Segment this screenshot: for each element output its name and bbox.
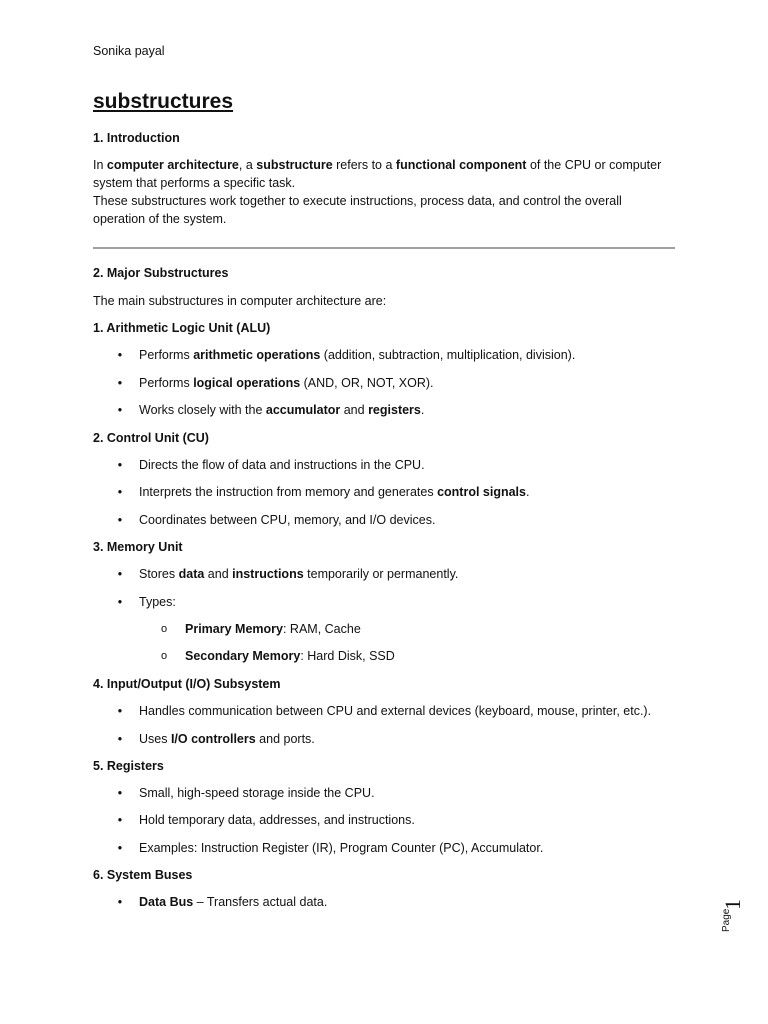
bullet-icon: • <box>117 732 123 746</box>
list-item-text: Performs arithmetic operations (addition, subtraction, multiplication, division). <box>139 348 576 362</box>
bullet-icon: • <box>117 704 123 718</box>
list-item-text: Directs the flow of data and instructions in the CPU. <box>139 458 425 472</box>
bullet-icon: • <box>117 813 123 827</box>
major-heading: 2. Major Substructures <box>93 266 229 280</box>
list-item-text: Stores data and instructions temporarily or permanently. <box>139 567 459 581</box>
bullet-icon: • <box>117 786 123 800</box>
page-number <box>712 892 745 936</box>
bullet-icon: • <box>117 348 123 362</box>
cu-heading: 2. Control Unit (CU) <box>93 431 209 445</box>
page-label: Page <box>721 908 732 932</box>
bullet-icon: • <box>117 895 123 909</box>
list-item-text: Examples: Instruction Register (IR), Program Counter (PC), Accumulator. <box>139 841 544 855</box>
list-item-text: Uses I/O controllers and ports. <box>139 732 315 746</box>
intro-paragraph: In computer architecture, a substructure refers to a functional component of the CPU or computer system that performs a specific task. These substructures work together to execute instructions, process data, and control the overall operation of the system. <box>93 158 662 226</box>
list-item-text: Interprets the instruction from memory and generates control signals. <box>139 485 530 499</box>
page-number-value: 1 <box>720 899 745 910</box>
bullet-icon: • <box>117 376 123 390</box>
list-item-text: Types: <box>139 595 176 609</box>
horizontal-rule <box>93 247 675 249</box>
list-item-text: Coordinates between CPU, memory, and I/O devices. <box>139 513 436 527</box>
buses-heading: 6. System Buses <box>93 868 193 882</box>
list-item-text: Small, high-speed storage inside the CPU. <box>139 786 375 800</box>
list-item-text: Data Bus – Transfers actual data. <box>139 895 328 909</box>
list-item-text: Hold temporary data, addresses, and instructions. <box>139 813 415 827</box>
bullet-icon: • <box>117 485 123 499</box>
bullet-icon: • <box>117 567 123 581</box>
list-item-text: Performs logical operations (AND, OR, NOT, XOR). <box>139 376 434 390</box>
bullet-icon: • <box>117 513 123 527</box>
circle-bullet-icon: o <box>161 623 168 635</box>
author-name: Sonika payal <box>93 44 165 58</box>
bullet-icon: • <box>117 458 123 472</box>
registers-heading: 5. Registers <box>93 759 164 773</box>
sub-list-item-text: Primary Memory: RAM, Cache <box>185 622 361 636</box>
list-item-text: Works closely with the accumulator and registers. <box>139 403 425 417</box>
list-item-text: Handles communication between CPU and external devices (keyboard, mouse, printer, etc.). <box>139 704 652 718</box>
document-title: substructures <box>93 90 234 113</box>
sub-list-item-text: Secondary Memory: Hard Disk, SSD <box>185 649 395 663</box>
bullet-icon: • <box>117 841 123 855</box>
intro-heading: 1. Introduction <box>93 131 180 145</box>
memory-heading: 3. Memory Unit <box>93 540 183 554</box>
alu-heading: 1. Arithmetic Logic Unit (ALU) <box>93 321 271 335</box>
circle-bullet-icon: o <box>161 650 168 662</box>
io-heading: 4. Input/Output (I/O) Subsystem <box>93 677 281 691</box>
bullet-icon: • <box>117 403 123 417</box>
bullet-icon: • <box>117 595 123 609</box>
major-lead: The main substructures in computer architecture are: <box>93 294 387 308</box>
